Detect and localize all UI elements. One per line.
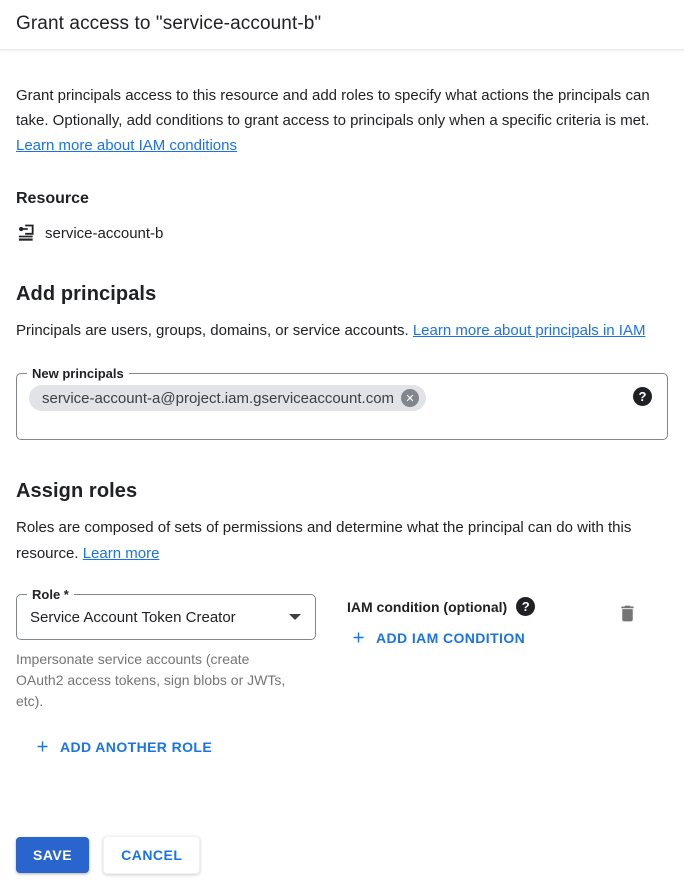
add-another-role-button[interactable] (34, 738, 212, 755)
assign-roles-text: Roles are composed of sets of permissions and determine what the principal can do with this resource. (16, 519, 632, 562)
role-column (16, 587, 316, 712)
iam-condition-label: IAM condition (optional) (347, 598, 508, 615)
dialog-content (0, 50, 684, 836)
roles-learn-more-link[interactable]: Learn more (82, 545, 160, 562)
iam-condition-column (347, 594, 615, 651)
cancel-button[interactable]: CANCEL (103, 836, 200, 874)
new-principals-label: New principals (27, 366, 129, 381)
role-label: Role * (27, 587, 74, 602)
intro-paragraph (16, 83, 668, 158)
delete-role-button[interactable] (615, 601, 640, 629)
add-principals-heading: Add principals (16, 283, 157, 305)
service-account-icon (16, 223, 36, 243)
iam-condition-help-icon[interactable]: ? (516, 597, 535, 616)
new-principals-field[interactable] (16, 366, 668, 440)
role-helper-text: Impersonate service accounts (create OAuth2 access tokens, sign blobs or JWTs, etc). (16, 651, 286, 709)
dialog-header (0, 0, 684, 50)
chip-remove-icon[interactable]: ✕ (401, 389, 419, 407)
trash-icon (617, 603, 638, 624)
dialog-title: Grant access to "service-account-b" (16, 13, 322, 34)
delete-role-column (615, 594, 668, 629)
dropdown-arrow-icon (289, 614, 301, 620)
dialog-footer (0, 836, 684, 874)
add-principals-description (16, 318, 664, 344)
role-selected-value: Service Account Token Creator (30, 608, 236, 626)
resource-row (16, 223, 668, 243)
add-iam-condition-label: ADD IAM CONDITION (376, 629, 526, 646)
principal-chip (29, 385, 426, 411)
assign-roles-description (16, 515, 664, 567)
save-button[interactable]: SAVE (16, 837, 89, 873)
principals-help-icon[interactable]: ? (633, 387, 652, 406)
resource-name: service-account-b (45, 224, 164, 242)
new-principals-chip-area (17, 374, 667, 422)
iam-condition-label-row (347, 597, 615, 616)
plus-icon (350, 629, 367, 646)
plus-icon (34, 738, 51, 755)
role-row (16, 587, 668, 712)
iam-conditions-learn-more-link[interactable]: Learn more about IAM conditions (16, 137, 237, 154)
principal-chip-value: service-account-a@project.iam.gserviceaccount.com (42, 389, 395, 407)
resource-heading: Resource (16, 190, 89, 207)
add-another-role-label: ADD ANOTHER ROLE (60, 738, 213, 755)
role-select-field (16, 587, 316, 640)
assign-roles-heading: Assign roles (16, 480, 138, 502)
principals-learn-more-link[interactable]: Learn more about principals in IAM (412, 322, 646, 339)
add-principals-text: Principals are users, groups, domains, or service accounts. (16, 322, 413, 339)
add-iam-condition-button[interactable] (350, 629, 525, 646)
intro-text: Grant principals access to this resource and add roles to specify what actions the principals can take. Optionally, add conditions to grant access to principals only when a specific criteria is met. (16, 87, 650, 129)
